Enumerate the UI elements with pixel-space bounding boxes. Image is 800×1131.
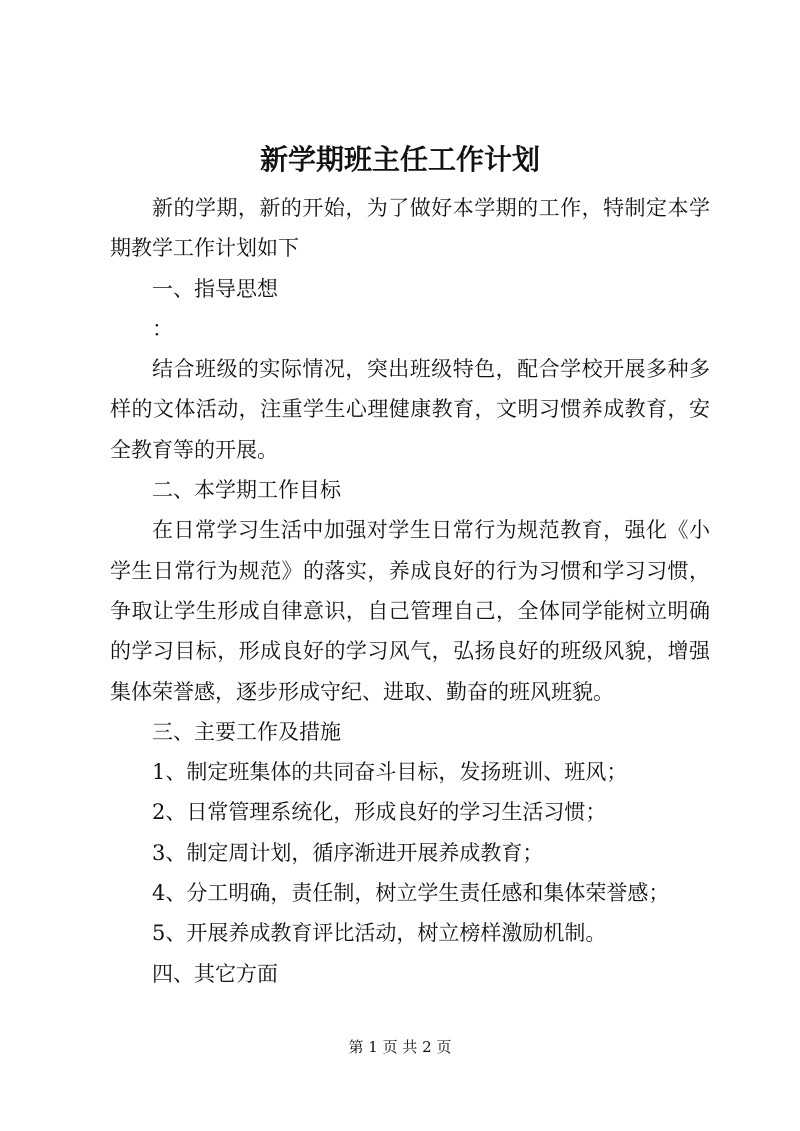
goals-paragraph: 在日常学习生活中加强对学生日常行为规范教育，强化《小学生日常行为规范》的落实，养成良好的行为习惯和学习习惯，争取让学生形成自律意识，自己管理自己，全体同学能树立明确的学习目标，形成良好的学习风气，弘扬良好的班级风貌，增强集体荣誉感，逐步形成守纪、进取、勤奋的班风班貌。 <box>110 518 710 704</box>
measure-item-5: 5、开展养成教育评比活动，树立榜样激励机制。 <box>152 921 607 946</box>
document-body <box>110 188 710 994</box>
measure-item-1: 1、制定班集体的共同奋斗目标，发扬班训、班风； <box>152 760 628 785</box>
colon-line: ： <box>152 316 173 341</box>
guiding-thought-paragraph: 结合班级的实际情况，突出班级特色，配合学校开展多种多样的文体活动，注重学生心理健康教育，文明习惯养成教育，安全教育等的开展。 <box>110 357 710 462</box>
section-heading-other: 四、其它方面 <box>152 961 278 986</box>
document-title: 新学期班主任工作计划 <box>259 143 540 176</box>
section-heading-goals: 二、本学期工作目标 <box>152 478 341 503</box>
measure-item-4: 4、分工明确，责任制，树立学生责任感和集体荣誉感； <box>152 881 670 906</box>
section-heading-guiding-thought: 一、指导思想 <box>152 276 278 301</box>
intro-paragraph: 新的学期，新的开始，为了做好本学期的工作，特制定本学期教学工作计划如下 <box>110 196 710 261</box>
measure-item-2: 2、日常管理系统化，形成良好的学习生活习惯； <box>152 800 607 825</box>
measure-item-3: 3、制定周计划，循序渐进开展养成教育； <box>152 840 544 865</box>
section-heading-measures: 三、主要工作及措施 <box>152 719 341 744</box>
page-footer: 第 1 页 共 2 页 <box>348 1038 452 1056</box>
